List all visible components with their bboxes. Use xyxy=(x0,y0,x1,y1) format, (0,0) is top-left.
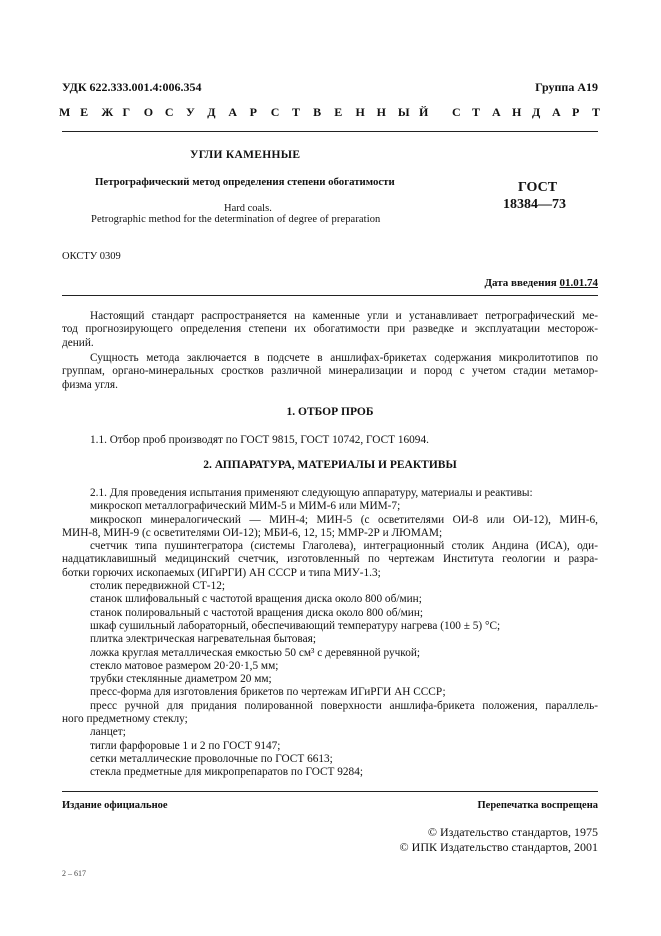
banner-letter: В xyxy=(313,105,322,119)
text-line: МИН-8, МИН-9 (с осветителями ОИ-12); МБИ-6, 12, 15; ММР-2Р и ЛЮМАМ; xyxy=(62,526,443,539)
text-line: пресс-форма для изготовления брикетов по чертежам ИГиРГИ АН СССР; xyxy=(90,686,446,699)
text-line: трубки стеклянные диаметром 20 мм; xyxy=(90,673,272,686)
banner-letter: Н xyxy=(376,105,386,119)
banner-letter: Н xyxy=(355,105,365,119)
banner-letter: Т xyxy=(592,105,601,119)
text-line: Настоящий стандарт распространяется на каменные угли и устанавливает петрографический ме- xyxy=(90,310,598,322)
text-line: ботки горючих ископаемых (ИГиРГИ) АН СССР и типа МИУ-1.3; xyxy=(62,566,381,579)
text-line: физма угля. xyxy=(62,378,118,391)
banner-letter: Д xyxy=(207,105,216,119)
document-subtitle: Петрографический метод определения степени обогатимости xyxy=(95,176,395,188)
text-line: группам, органо-минеральных сростков различной минерализации и пород с учетом стадии метамор- xyxy=(62,365,598,378)
banner-letter: О xyxy=(143,105,154,119)
text-line: столик передвижной СТ-12; xyxy=(90,580,225,593)
text-line: плитка электрическая нагревательная бытовая; xyxy=(90,633,316,646)
copyright-1: © Издательство стандартов, 1975 xyxy=(427,825,598,839)
banner-letter: С xyxy=(452,105,461,119)
text-line: пресс ручной для придания полированной поверхности аншлифа-брикета положения, параллель- xyxy=(90,699,598,712)
text-line: тигли фарфоровые 1 и 2 по ГОСТ 9147; xyxy=(90,739,281,752)
text-line: надцатиклавишный медицинский счетчик, изготовленный по чертежам Института геологии и разра- xyxy=(62,553,598,566)
page-code: 2 – 617 xyxy=(62,869,86,878)
text-line: стекла предметные для микропрепаратов по ГОСТ 9284; xyxy=(90,766,363,779)
document-title: УГЛИ КАМЕННЫЕ xyxy=(190,149,301,161)
section-1-text xyxy=(62,434,598,447)
banner-letter: А xyxy=(492,105,501,119)
intro-date-label: Дата введения xyxy=(484,277,557,289)
banner-letter: Е xyxy=(334,105,343,119)
text-line: счетчик типа пушинтегратора (системы Глаголева), интеграционный столик Андина (ИСА), оди- xyxy=(90,540,598,553)
banner-letter: Е xyxy=(80,105,89,119)
text-line: стекло матовое размером 20·20·1,5 мм; xyxy=(90,659,279,672)
introduction-date xyxy=(484,277,598,289)
text-line: шкаф сушильный лабораторный, обеспечивающий температуру нагрева (100 ± 5) °С; xyxy=(90,619,501,632)
intro-date-value: 01.01.74 xyxy=(559,277,598,289)
banner-letter: А xyxy=(552,105,561,119)
text-line: ложка круглая металлическая емкостью 50 см³ с деревянной ручкой; xyxy=(90,646,421,659)
footer-divider xyxy=(62,791,598,792)
text-line: станок шлифовальный с частотой вращения диска около 800 об/мин; xyxy=(90,593,422,606)
banner-letter: Г xyxy=(122,105,131,119)
banner-letter: Ы xyxy=(397,105,410,119)
intro-paragraph-1 xyxy=(62,310,598,350)
header-divider xyxy=(62,131,598,132)
banner-letter: Н xyxy=(512,105,522,119)
reprint-prohibited: Перепечатка воспрещена xyxy=(477,800,598,811)
banner-letter: Д xyxy=(532,105,541,119)
text-line: 2.1. Для проведения испытания применяют следующую аппаратуру, материалы и реактивы: xyxy=(90,487,533,499)
gost-number: 18384—73 xyxy=(503,197,566,212)
english-subtitle: Petrographic method for the determination of degree of preparation xyxy=(91,214,381,225)
text-line: дений. xyxy=(62,336,94,349)
banner-letter: Т xyxy=(472,105,481,119)
text-line: Сущность метода заключается в подсчете в аншлифах-брикетах содержания микролитотипов по xyxy=(90,352,598,364)
okstu-code: ОКСТУ 0309 xyxy=(62,251,121,262)
text-line: сетки металлические проволочные по ГОСТ 6613; xyxy=(90,752,333,765)
banner-letter: А xyxy=(228,105,238,119)
banner-letter: Р xyxy=(249,105,257,119)
text-line: тод прогнозирующего определения степени их обогатимости при разведке и эксплуатации месторож- xyxy=(62,323,598,336)
banner-letter: С xyxy=(270,105,280,119)
group-code: Группа А19 xyxy=(535,80,598,94)
section-2-list xyxy=(62,487,598,780)
intro-divider xyxy=(62,295,598,296)
banner-letter: Т xyxy=(291,105,300,119)
text-line: ланцет; xyxy=(90,726,126,739)
banner-letter: Ж xyxy=(101,105,114,119)
official-edition: Издание официальное xyxy=(62,800,168,811)
banner-letter: С xyxy=(164,105,174,119)
text-line: станок полировальный с частотой вращения диска около 800 об/мин; xyxy=(90,606,424,619)
banner-letter: У xyxy=(186,105,195,119)
copyright-2: © ИПК Издательство стандартов, 2001 xyxy=(399,840,598,854)
text-line: микроскоп минералогический — МИН-4; МИН-5 (с осветителями ОИ-8 или ОИ-12), МИН-6, xyxy=(90,513,598,526)
banner-letter: Й xyxy=(419,105,429,119)
banner-letter: М xyxy=(59,105,71,119)
text-line: ного предметному стеклу; xyxy=(62,713,188,726)
english-title: Hard coals. xyxy=(224,203,272,214)
section-1-heading: 1. ОТБОР ПРОБ xyxy=(286,406,374,418)
gost-label: ГОСТ xyxy=(518,180,558,195)
text-line: 1.1. Отбор проб производят по ГОСТ 9815, ГОСТ 10742, ГОСТ 16094. xyxy=(90,434,429,446)
intro-paragraph-2 xyxy=(62,352,598,392)
text-line: микроскоп металлографический МИМ-5 и МИМ-6 или МИМ-7; xyxy=(90,500,401,513)
section-2-heading: 2. АППАРАТУРА, МАТЕРИАЛЫ И РЕАКТИВЫ xyxy=(203,459,457,471)
banner-letter: Р xyxy=(572,105,580,119)
standard-banner xyxy=(59,105,601,123)
udk-code: УДК 622.333.001.4:006.354 xyxy=(62,80,202,94)
